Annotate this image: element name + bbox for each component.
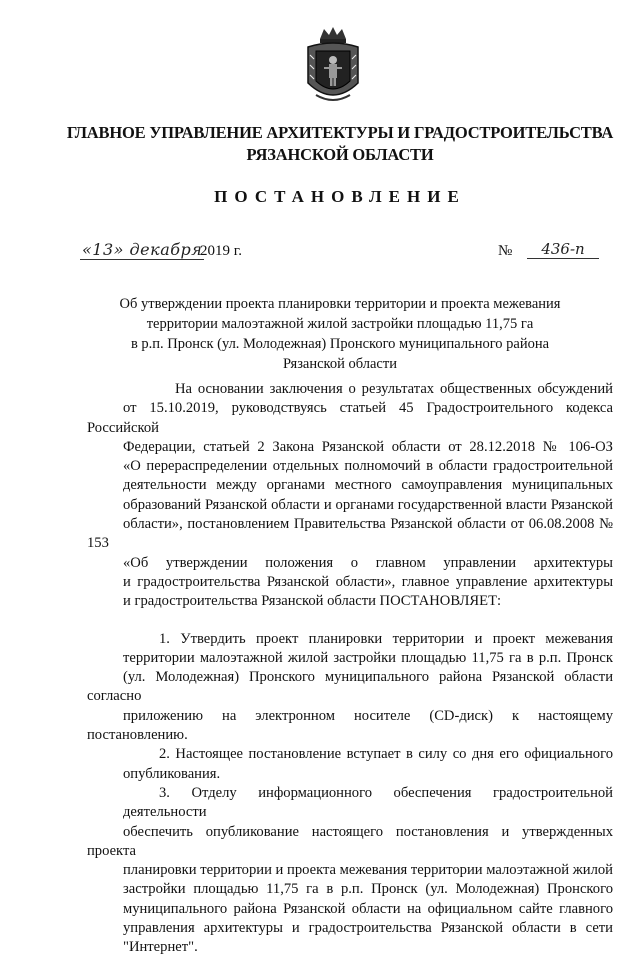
body-line: от 15.10.2019, руководствуясь статьей 45 Градостроительного кодекса Российской xyxy=(87,400,613,436)
body-line: "Интернет". xyxy=(123,939,198,956)
subject-line: Об утверждении проекта планировки территории и проекта межевания xyxy=(119,296,561,312)
handwritten-number: 436-п xyxy=(527,240,599,259)
body-line: приложению на электронном носителе (CD-диск) к настоящему постановлению. xyxy=(87,707,613,744)
body-line: «Об утверждении положения о главном управлении архитектуры xyxy=(123,554,613,571)
ryazan-coat-of-arms-icon xyxy=(302,25,364,109)
date-year: 2019 г. xyxy=(200,243,242,259)
body-line: На основании заключения о результатах общественных обсуждений xyxy=(175,381,613,397)
subject-line: территории малоэтажной жилой застройки площадью 11,75 га xyxy=(146,316,534,332)
body-line: опубликования. xyxy=(123,765,221,782)
organization-name xyxy=(60,122,620,166)
body-line: застройки площадью 11,75 га в р.п. Пронск (ул. Молодежная) Пронского xyxy=(123,881,613,898)
number-label: № xyxy=(498,243,513,259)
body-line: и градостроительства Рязанской области», главное управление архитектуры xyxy=(123,573,613,590)
body-line: управления архитектуры и градостроительства Рязанской области в сети xyxy=(123,920,613,937)
body-line: 1. Утвердить проект планировки территории и проект межевания xyxy=(159,630,613,647)
body-line: муниципального района Рязанской области на официальном сайте главного xyxy=(123,900,613,917)
subject-line: в р.п. Пронск (ул. Молодежная) Пронского муниципального района xyxy=(130,336,550,352)
body-line: деятельности между органами местного самоуправления муниципальных xyxy=(123,477,613,494)
body-line: обеспечить опубликование настоящего постановления и утвержденных проекта xyxy=(87,823,613,859)
body-line: образований Рязанской области и органами государственной власти Рязанской xyxy=(123,496,613,513)
item-1-paragraph xyxy=(87,630,613,746)
document-type: ПОСТАНОВЛЕНИЕ xyxy=(214,187,466,206)
body-line: планировки территории и проекта межевания территории малоэтажной жилой xyxy=(123,862,613,879)
item-2-paragraph xyxy=(87,745,613,784)
body-line: (ул. Молодежная) Пронского муниципального района Рязанской области согласно xyxy=(87,669,613,705)
document-subject xyxy=(80,294,600,374)
body-line: 3. Отделу информационного обеспечения градостроительной деятельности xyxy=(123,784,613,821)
intro-paragraph xyxy=(87,380,613,612)
document-body xyxy=(87,380,613,958)
body-line: территории малоэтажной жилой застройки площадью 11,75 га в р.п. Пронск xyxy=(123,649,613,666)
body-line: 2. Настоящее постановление вступает в силу со дня его официального xyxy=(159,746,613,763)
date-number-row xyxy=(80,240,600,266)
body-line: Федерации, статьей 2 Закона Рязанской области от 28.12.2018 № 106-ОЗ xyxy=(123,438,613,455)
body-line: и градостроительства Рязанской области ПОСТАНОВЛЯЕТ: xyxy=(123,593,502,610)
item-3-paragraph xyxy=(87,784,613,958)
org-line-2: РЯЗАНСКОЙ ОБЛАСТИ xyxy=(246,145,434,164)
subject-line: Рязанской области xyxy=(283,356,397,372)
handwritten-date: «13» декабря xyxy=(82,240,203,259)
body-line: «О перераспределении отдельных полномочий в области градостроительной xyxy=(123,458,613,475)
body-line: области», постановлением Правительства Рязанской области от 06.08.2008 № 153 xyxy=(87,516,613,552)
org-line-1: ГЛАВНОЕ УПРАВЛЕНИЕ АРХИТЕКТУРЫ И ГРАДОСТРОИТЕЛЬСТВА xyxy=(66,123,614,142)
